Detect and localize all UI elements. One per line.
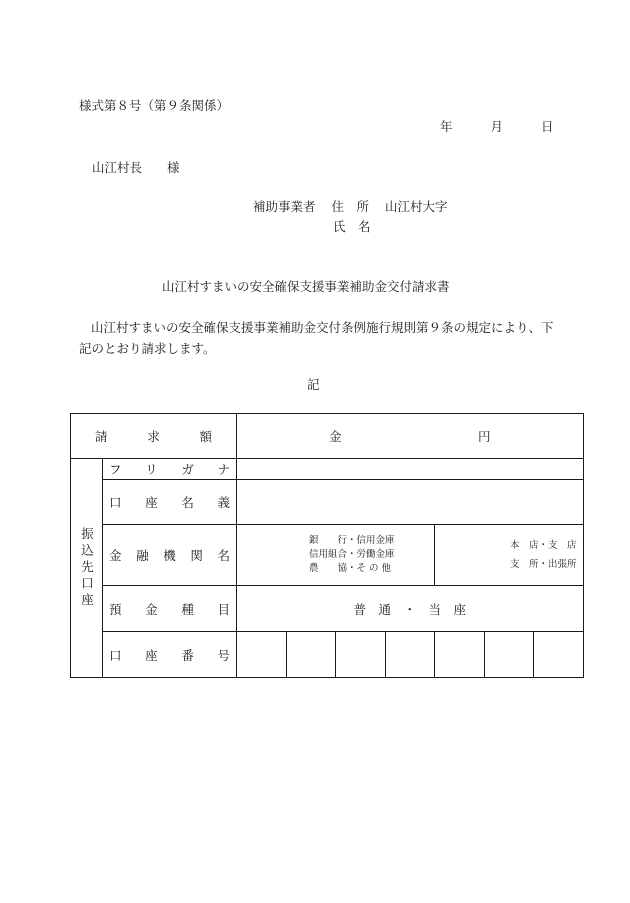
claim-table — [70, 413, 584, 678]
institution-type-bank: 銀 行・信用金庫 — [309, 535, 395, 546]
en-label: 円 — [478, 429, 491, 444]
account-number-digit[interactable] — [336, 632, 386, 678]
document-title: 山江村すまいの安全確保支援事業補助金交付請求書 — [162, 279, 450, 294]
account-number-digit[interactable] — [534, 632, 584, 678]
account-number-label: 口 座 番 号 — [103, 632, 237, 678]
form-number: 様式第８号（第９条関係） — [79, 98, 230, 113]
applicant-role: 補助事業者 — [253, 199, 316, 214]
applicant-block — [253, 197, 447, 237]
branch-type-field[interactable] — [435, 525, 584, 586]
date-month: 月 — [490, 119, 503, 134]
account-number-digit[interactable] — [237, 632, 287, 678]
deposit-type-label: 預 金 種 目 — [103, 586, 237, 632]
addressee: 山江村長 様 — [92, 160, 180, 175]
institution-label — [103, 525, 237, 586]
account-name-label: 口 座 名 義 — [103, 480, 237, 525]
institution-type-field[interactable] — [237, 525, 435, 586]
furigana-field[interactable] — [237, 459, 584, 480]
account-number-digit[interactable] — [286, 632, 336, 678]
address-label: 住 所 — [331, 199, 369, 214]
account-number-digit[interactable] — [484, 632, 534, 678]
address-value: 山江村大字 — [384, 199, 448, 214]
branch-type-sub: 支 所・出張所 — [510, 559, 577, 570]
transfer-account-label: 振込先口座 — [71, 459, 103, 678]
institution-type-union: 信用組合・労働金庫 — [309, 549, 395, 560]
account-number-digit[interactable] — [435, 632, 485, 678]
body-text: 山江村すまいの安全確保支援事業補助金交付条例施行規則第９条の規定により、下記のとおり請求します。 — [79, 320, 554, 356]
institution-label-char: 関 — [190, 548, 203, 563]
institution-label-char: 機 — [163, 548, 176, 563]
account-name-field[interactable] — [237, 480, 584, 525]
claim-amount-label: 請 求 額 — [71, 414, 237, 459]
furigana-label: フ リ ガ ナ — [103, 459, 237, 480]
kin-label: 金 — [329, 429, 342, 444]
account-number-digit[interactable] — [385, 632, 435, 678]
deposit-type-options[interactable]: 普 通 ・ 当 座 — [237, 586, 584, 632]
branch-type-main: 本 店・支 店 — [510, 540, 577, 551]
institution-label-char: 名 — [217, 548, 231, 563]
name-label: 氏 名 — [333, 219, 371, 234]
date-day: 日 — [540, 119, 554, 134]
claim-amount-field[interactable] — [237, 414, 584, 459]
date-line — [440, 117, 553, 135]
institution-label-char: 融 — [136, 548, 149, 563]
institution-type-other: 農 協・そ の 他 — [309, 563, 392, 574]
ki-label: 記 — [307, 377, 320, 392]
date-year: 年 — [440, 119, 453, 134]
institution-label-char: 金 — [109, 548, 122, 563]
